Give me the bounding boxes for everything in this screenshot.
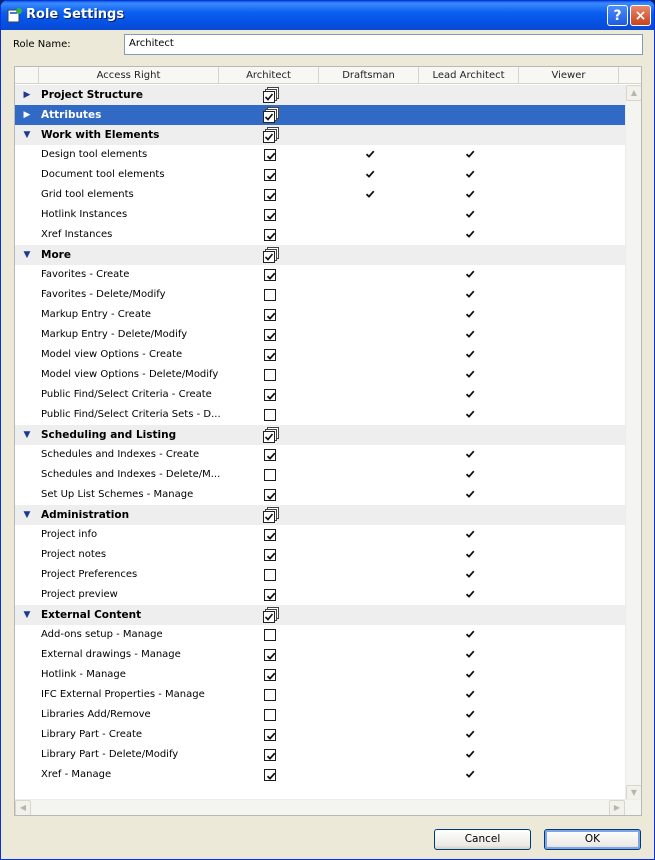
architect-checkbox[interactable] bbox=[264, 729, 276, 741]
lead-architect-check-icon bbox=[464, 628, 476, 640]
row-label: Hotlink - Manage bbox=[41, 669, 126, 680]
lead-architect-check-icon bbox=[464, 468, 476, 480]
architect-checkbox[interactable] bbox=[264, 589, 276, 601]
table-row-set-up-list-schemes-manage[interactable] bbox=[15, 485, 625, 505]
architect-checkbox[interactable] bbox=[264, 669, 276, 681]
architect-checkbox[interactable] bbox=[264, 529, 276, 541]
scroll-up-icon[interactable]: ▲ bbox=[626, 85, 642, 101]
architect-checkbox[interactable] bbox=[264, 689, 276, 701]
lead-architect-check-icon bbox=[464, 568, 476, 580]
group-checkbox-icon[interactable] bbox=[262, 427, 280, 443]
table-header bbox=[15, 67, 641, 84]
row-label: IFC External Properties - Manage bbox=[41, 689, 205, 700]
collapse-arrow-icon[interactable]: ▼ bbox=[23, 510, 31, 520]
architect-checkbox[interactable] bbox=[264, 769, 276, 781]
lead-architect-check-icon bbox=[464, 348, 476, 360]
architect-checkbox[interactable] bbox=[264, 409, 276, 421]
architect-checkbox[interactable] bbox=[264, 709, 276, 721]
lead-architect-check-icon bbox=[464, 168, 476, 180]
table-row-markup-entry-delete-modify[interactable] bbox=[15, 325, 625, 345]
row-label: Attributes bbox=[41, 109, 102, 121]
table-row-library-part-create[interactable] bbox=[15, 725, 625, 745]
close-button[interactable]: × bbox=[630, 5, 651, 26]
row-label: Model view Options - Delete/Modify bbox=[41, 369, 219, 380]
vertical-scrollbar[interactable] bbox=[625, 85, 641, 801]
table-row-document-tool-elements[interactable] bbox=[15, 165, 625, 185]
group-checkbox-icon[interactable] bbox=[262, 507, 280, 523]
table-row-ifc-external-properties-manage[interactable] bbox=[15, 685, 625, 705]
row-label: Set Up List Schemes - Manage bbox=[41, 489, 194, 500]
architect-checkbox[interactable] bbox=[264, 269, 276, 281]
row-label: Add-ons setup - Manage bbox=[41, 629, 163, 640]
architect-checkbox[interactable] bbox=[264, 169, 276, 181]
row-label: Public Find/Select Criteria Sets - D... bbox=[41, 409, 221, 420]
lead-architect-check-icon bbox=[464, 408, 476, 420]
row-label: Project Preferences bbox=[41, 569, 138, 580]
lead-architect-check-icon bbox=[464, 748, 476, 760]
expand-arrow-icon[interactable]: ▶ bbox=[23, 90, 31, 100]
row-label: Design tool elements bbox=[41, 149, 148, 160]
ok-button[interactable]: OK bbox=[544, 829, 641, 850]
lead-architect-check-icon bbox=[464, 488, 476, 500]
group-checkbox-icon[interactable] bbox=[262, 607, 280, 623]
architect-checkbox[interactable] bbox=[264, 289, 276, 301]
architect-checkbox[interactable] bbox=[264, 389, 276, 401]
row-label: Library Part - Delete/Modify bbox=[41, 749, 179, 760]
table-row-hotlink-manage[interactable] bbox=[15, 665, 625, 685]
row-label: Project Structure bbox=[41, 89, 143, 101]
row-label: External Content bbox=[41, 609, 142, 621]
row-label: Xref - Manage bbox=[41, 769, 112, 780]
table-row-schedules-and-indexes-delete-m[interactable] bbox=[15, 465, 625, 485]
lead-architect-check-icon bbox=[464, 728, 476, 740]
scroll-left-icon[interactable]: ◀ bbox=[15, 800, 31, 816]
header-spacer bbox=[15, 67, 39, 84]
lead-architect-check-icon bbox=[464, 688, 476, 700]
table-row-hotlink-instances[interactable] bbox=[15, 205, 625, 225]
row-label: External drawings - Manage bbox=[41, 649, 181, 660]
table-row-project-preferences[interactable] bbox=[15, 565, 625, 585]
draftsman-check-icon bbox=[364, 168, 376, 180]
table-row-add-ons-setup-manage[interactable] bbox=[15, 625, 625, 645]
lead-architect-check-icon bbox=[464, 188, 476, 200]
group-checkbox-icon[interactable] bbox=[262, 127, 280, 143]
table-row-grid-tool-elements[interactable] bbox=[15, 185, 625, 205]
architect-checkbox[interactable] bbox=[264, 189, 276, 201]
architect-checkbox[interactable] bbox=[264, 469, 276, 481]
table-row-xref-manage[interactable] bbox=[15, 765, 625, 785]
lead-architect-check-icon bbox=[464, 308, 476, 320]
draftsman-check-icon bbox=[364, 188, 376, 200]
architect-checkbox[interactable] bbox=[264, 449, 276, 461]
column-header-architect[interactable]: Architect bbox=[219, 67, 319, 84]
lead-architect-check-icon bbox=[464, 528, 476, 540]
group-row-work-with-elements[interactable] bbox=[15, 125, 625, 145]
row-label: Administration bbox=[41, 509, 130, 521]
group-checkbox-icon[interactable] bbox=[262, 107, 280, 123]
role-name-input[interactable]: Architect bbox=[124, 34, 643, 55]
row-label: Schedules and Indexes - Create bbox=[41, 449, 200, 460]
lead-architect-check-icon bbox=[464, 548, 476, 560]
row-label: Public Find/Select Criteria - Create bbox=[41, 389, 212, 400]
access-rights-table bbox=[14, 66, 642, 816]
architect-checkbox[interactable] bbox=[264, 349, 276, 361]
group-row-administration[interactable] bbox=[15, 505, 625, 525]
lead-architect-check-icon bbox=[464, 228, 476, 240]
table-row-model-view-options-create[interactable] bbox=[15, 345, 625, 365]
lead-architect-check-icon bbox=[464, 328, 476, 340]
column-header-lead-architect[interactable]: Lead Architect bbox=[419, 67, 519, 84]
table-row-public-find-select-criteria-create[interactable] bbox=[15, 385, 625, 405]
group-checkbox-icon[interactable] bbox=[262, 87, 280, 103]
table-row-project-preview[interactable] bbox=[15, 585, 625, 605]
collapse-arrow-icon[interactable]: ▼ bbox=[23, 250, 31, 260]
column-header-draftsman[interactable]: Draftsman bbox=[319, 67, 419, 84]
architect-checkbox[interactable] bbox=[264, 649, 276, 661]
table-row-libraries-add-remove[interactable] bbox=[15, 705, 625, 725]
scroll-right-icon[interactable]: ▶ bbox=[609, 800, 625, 816]
row-label: Model view Options - Create bbox=[41, 349, 183, 360]
lead-architect-check-icon bbox=[464, 148, 476, 160]
architect-checkbox[interactable] bbox=[264, 569, 276, 581]
architect-checkbox[interactable] bbox=[264, 749, 276, 761]
group-row-more[interactable] bbox=[15, 245, 625, 265]
app-icon bbox=[7, 7, 23, 23]
row-label: More bbox=[41, 249, 71, 261]
table-body bbox=[15, 85, 625, 785]
architect-checkbox[interactable] bbox=[264, 209, 276, 221]
column-header-viewer[interactable]: Viewer bbox=[519, 67, 619, 84]
lead-architect-check-icon bbox=[464, 588, 476, 600]
lead-architect-check-icon bbox=[464, 668, 476, 680]
table-row-library-part-delete-modify[interactable] bbox=[15, 745, 625, 765]
architect-checkbox[interactable] bbox=[264, 549, 276, 561]
horizontal-scrollbar[interactable] bbox=[15, 799, 641, 815]
row-label: Grid tool elements bbox=[41, 189, 134, 200]
architect-checkbox[interactable] bbox=[264, 489, 276, 501]
row-label: Libraries Add/Remove bbox=[41, 709, 151, 720]
row-label: Project notes bbox=[41, 549, 107, 560]
row-label: Markup Entry - Create bbox=[41, 309, 152, 320]
architect-checkbox[interactable] bbox=[264, 149, 276, 161]
lead-architect-check-icon bbox=[464, 648, 476, 660]
group-row-external-content[interactable] bbox=[15, 605, 625, 625]
role-name-label: Role Name: bbox=[13, 39, 71, 50]
table-row-external-drawings-manage[interactable] bbox=[15, 645, 625, 665]
lead-architect-check-icon bbox=[464, 208, 476, 220]
table-row-public-find-select-criteria-sets-d[interactable] bbox=[15, 405, 625, 425]
table-row-xref-instances[interactable] bbox=[15, 225, 625, 245]
lead-architect-check-icon bbox=[464, 708, 476, 720]
group-checkbox-icon[interactable] bbox=[262, 247, 280, 263]
expand-arrow-icon[interactable]: ▶ bbox=[23, 110, 31, 120]
title-bar[interactable] bbox=[1, 1, 654, 30]
row-label: Project info bbox=[41, 529, 98, 540]
architect-checkbox[interactable] bbox=[264, 309, 276, 321]
row-label: Favorites - Delete/Modify bbox=[41, 289, 166, 300]
table-row-design-tool-elements[interactable] bbox=[15, 145, 625, 165]
architect-checkbox[interactable] bbox=[264, 369, 276, 381]
architect-checkbox[interactable] bbox=[264, 629, 276, 641]
row-label: Work with Elements bbox=[41, 129, 160, 141]
row-label: Xref Instances bbox=[41, 229, 113, 240]
table-row-favorites-delete-modify[interactable] bbox=[15, 285, 625, 305]
row-label: Library Part - Create bbox=[41, 729, 143, 740]
row-label: Scheduling and Listing bbox=[41, 429, 177, 441]
lead-architect-check-icon bbox=[464, 368, 476, 380]
lead-architect-check-icon bbox=[464, 388, 476, 400]
row-label: Project preview bbox=[41, 589, 118, 600]
collapse-arrow-icon[interactable]: ▼ bbox=[23, 430, 31, 440]
row-label: Hotlink Instances bbox=[41, 209, 128, 220]
column-header-access-right[interactable]: Access Right bbox=[39, 67, 219, 84]
row-label: Document tool elements bbox=[41, 169, 165, 180]
row-label: Markup Entry - Delete/Modify bbox=[41, 329, 188, 340]
table-row-project-notes[interactable] bbox=[15, 545, 625, 565]
lead-architect-check-icon bbox=[464, 768, 476, 780]
architect-checkbox[interactable] bbox=[264, 329, 276, 341]
cancel-button[interactable]: Cancel bbox=[434, 829, 531, 850]
group-row-project-structure[interactable] bbox=[15, 85, 625, 105]
row-label: Favorites - Create bbox=[41, 269, 130, 280]
collapse-arrow-icon[interactable]: ▼ bbox=[23, 130, 31, 140]
collapse-arrow-icon[interactable]: ▼ bbox=[23, 610, 31, 620]
table-row-project-info[interactable] bbox=[15, 525, 625, 545]
table-row-markup-entry-create[interactable] bbox=[15, 305, 625, 325]
lead-architect-check-icon bbox=[464, 288, 476, 300]
draftsman-check-icon bbox=[364, 148, 376, 160]
group-row-scheduling-and-listing[interactable] bbox=[15, 425, 625, 445]
group-row-attributes[interactable] bbox=[15, 105, 625, 125]
row-label: Schedules and Indexes - Delete/M... bbox=[41, 469, 221, 480]
table-row-favorites-create[interactable] bbox=[15, 265, 625, 285]
scroll-down-icon[interactable]: ▼ bbox=[626, 785, 642, 801]
help-button[interactable]: ? bbox=[607, 5, 628, 26]
table-row-schedules-and-indexes-create[interactable] bbox=[15, 445, 625, 465]
table-row-model-view-options-delete-modify[interactable] bbox=[15, 365, 625, 385]
architect-checkbox[interactable] bbox=[264, 229, 276, 241]
window-title: Role Settings bbox=[26, 7, 125, 22]
lead-architect-check-icon bbox=[464, 268, 476, 280]
lead-architect-check-icon bbox=[464, 448, 476, 460]
